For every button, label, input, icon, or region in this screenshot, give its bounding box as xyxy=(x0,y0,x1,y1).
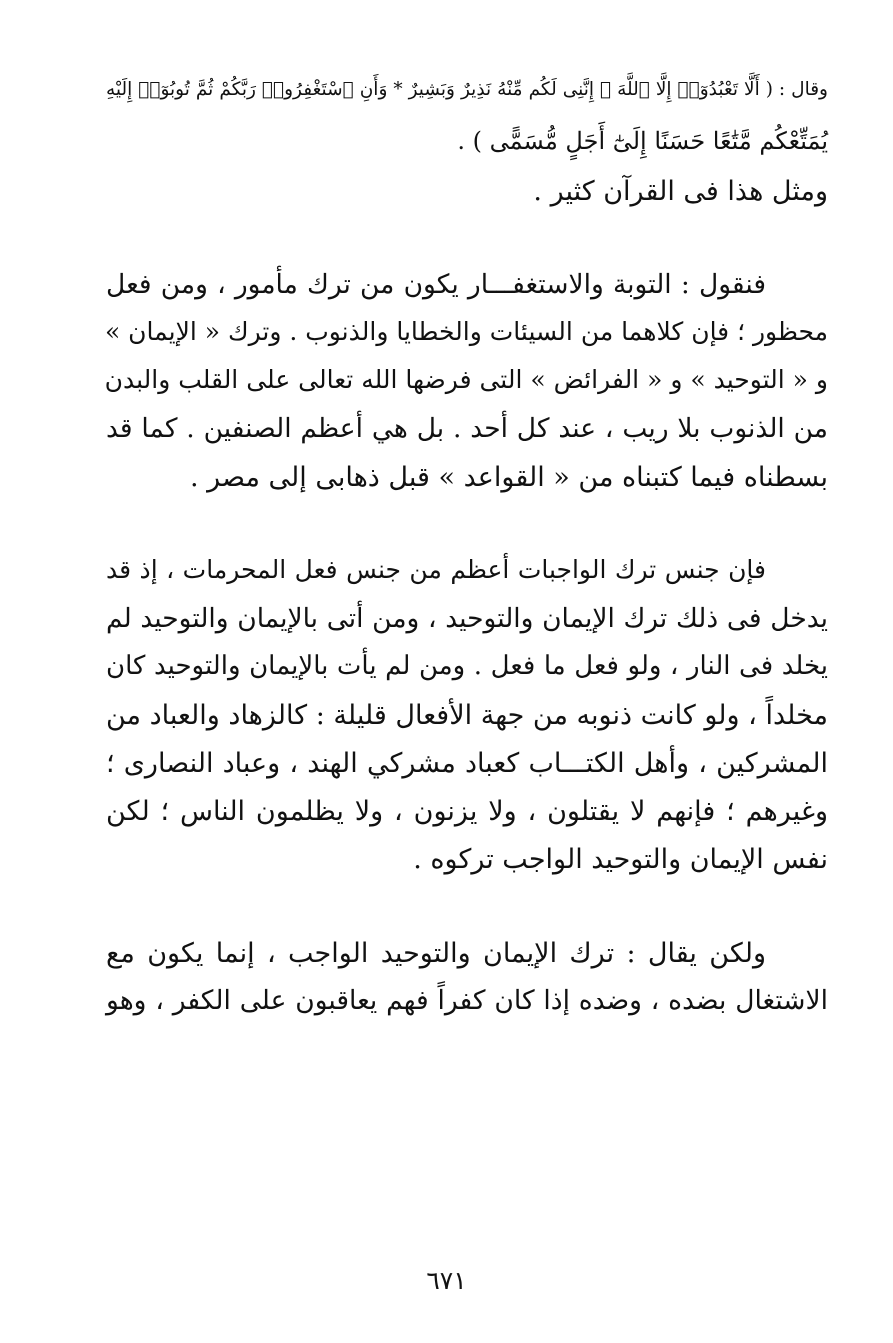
text-line: يُمَتِّعْكُم مَّتَٰعًا حَسَنًا إِلَىٰٓ أَجَلٍ مُّسَمًّى ) . xyxy=(457,127,828,155)
paragraph-gap xyxy=(106,890,828,936)
paragraph-obligations xyxy=(106,554,828,890)
page-number: ٦٧١ xyxy=(426,1266,467,1295)
text-line: ومثل هذا فى القرآن كثير . xyxy=(533,176,828,207)
text-line: يخلد فى النار ، ولو فعل ما فعل . ومن لم يأت بالإيمان والتوحيد كان xyxy=(106,651,828,681)
text-line: فإن جنس ترك الواجبات أعظم من جنس فعل المحرمات ، إذ قد xyxy=(106,555,766,584)
text-line: يدخل فى ذلك ترك الإيمان والتوحيد ، ومن أتى بالإيمان والتوحيد لم xyxy=(106,603,828,634)
text-line: ولكن يقال : ترك الإيمان والتوحيد الواجب ، إنما يكون مع xyxy=(106,938,766,969)
text-line: محظور ؛ فإن كلاهما من السيئات والخطايا والذنوب . وترك « الإيمان » xyxy=(104,317,828,346)
page-body xyxy=(106,78,828,1032)
text-line: وقال : ( أَلَّا تَعْبُدُوٓا۟ إِلَّا ٱللَّهَ ۚ إِنَّنِى لَكُم مِّنْهُ نَذِيرٌ وَبَشِيرٌ * وَأَنِ ٱسْتَغْفِرُوا۟ رَبَّكُمْ ثُمَّ تُوبُوٓا۟ إِلَيْهِ xyxy=(106,79,828,100)
text-line: مخلداً ، ولو كانت ذنوبه من جهة الأفعال قليلة : كالزهاد والعباد من xyxy=(106,700,828,731)
text-line: المشركين ، وأهل الكتـــاب كعباد مشركي الهند ، وعباد النصارى ؛ xyxy=(106,748,828,779)
text-line: و « التوحيد » و « الفرائض » التى فرضها الله تعالى على القلب والبدن xyxy=(104,365,828,394)
text-line: الاشتغال بضده ، وضده إذا كان كفراً فهم يعاقبون على الكفر ، وهو xyxy=(106,985,828,1016)
text-line: وغيرهم ؛ فإنهم لا يقتلون ، ولا يزنون ، ولا يظلمون الناس ؛ لكن xyxy=(106,796,828,827)
paragraph-but-said xyxy=(106,936,828,1032)
text-line: نفس الإيمان والتوحيد الواجب تركوه . xyxy=(413,844,828,875)
text-line: من الذنوب بلا ريب ، عند كل أحد . بل هي أعظم الصنفين . كما قد xyxy=(106,413,828,444)
paragraph-quran-quote xyxy=(106,78,828,222)
text-line: بسطناه فيما كتبناه من « القواعد » قبل ذهابى إلى مصر . xyxy=(189,462,828,493)
paragraph-gap xyxy=(106,222,828,268)
paragraph-repentance xyxy=(106,268,828,508)
text-line: فنقول : التوبة والاستغفـــار يكون من ترك مأمور ، ومن فعل xyxy=(106,269,766,300)
paragraph-gap xyxy=(106,508,828,554)
